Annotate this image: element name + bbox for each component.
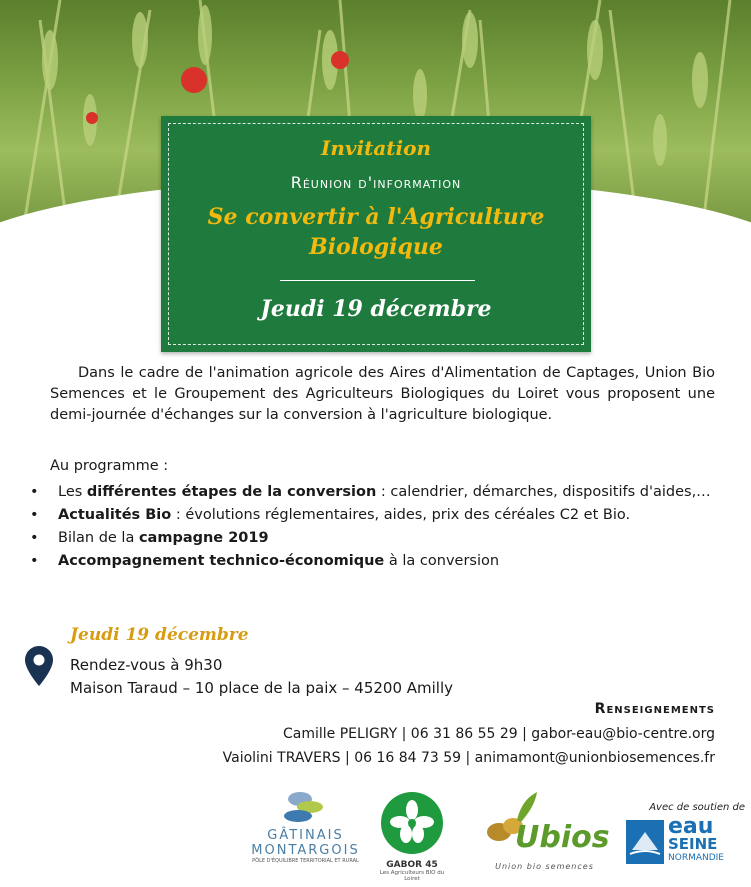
programme-item: • Actualités Bio : évolutions réglementaires, aides, prix des céréales C2 et Bio.: [30, 504, 715, 527]
contacts-title: Renseignements: [594, 701, 715, 717]
gatinais-line1: GÂTINAIS: [267, 828, 344, 843]
programme-item: • Accompagnement technico-économique à la conversion: [30, 550, 715, 573]
gatinais-line2: MONTARGOIS: [251, 843, 360, 858]
eau-line2: SEINE: [668, 835, 718, 853]
programme-title: Au programme :: [50, 458, 169, 474]
gatinais-logo: [248, 790, 363, 864]
gabor-logo: [372, 790, 452, 882]
ubios-logo: [477, 790, 612, 871]
eau-caption: Avec de soutien de: [649, 802, 745, 813]
eau-line1: eau: [668, 814, 714, 839]
ubios-tagline: Union bio semences: [495, 862, 594, 871]
event-date: Jeudi 19 décembre: [70, 625, 249, 645]
gabor-tagline: Les Agriculteurs BIO du Loiret: [379, 870, 445, 882]
programme-list: [30, 481, 715, 573]
event-details: [70, 654, 453, 700]
invitation-label: Invitation: [320, 136, 432, 160]
contacts-block: [223, 722, 715, 770]
meeting-subtitle: Réunion d'information: [290, 173, 462, 192]
ubios-name: Ubios: [515, 820, 610, 855]
location-pin-icon: [25, 646, 53, 690]
eau-logo: [620, 802, 745, 863]
gabor-flower-icon: [372, 790, 452, 856]
eau-line3: NORMANDIE: [668, 853, 724, 863]
gatinais-tagline: PÔLE D'ÉQUILIBRE TERRITORIAL ET RURAL: [252, 858, 359, 864]
event-time: Rendez-vous à 9h30: [70, 656, 223, 674]
eau-emblem-icon: [626, 820, 664, 864]
intro-paragraph: Dans le cadre de l'animation agricole des Aires d'Alimentation de Captages, Union Bio Semences et le Groupement des Agriculteurs Biologiques du Loiret vous proposent une demi-journée d'échanges sur la conversion à l'agriculture biologique.: [50, 365, 715, 423]
contact-line: Vaiolini TRAVERS | 06 16 84 73 59 | animamont@unionbiosemences.fr: [222, 750, 715, 766]
programme-item: • Bilan de la campagne 2019: [30, 527, 715, 550]
gatinais-emblem-icon: [248, 790, 363, 824]
event-title: Se convertir à l'Agriculture Biologique: [207, 204, 545, 260]
title-divider: [280, 280, 475, 281]
event-place: Maison Taraud – 10 place de la paix – 45200 Amilly: [70, 679, 454, 697]
programme-item: • Les différentes étapes de la conversion : calendrier, démarches, dispositifs d'aides,…: [30, 481, 715, 504]
gabor-name: GABOR 45: [386, 860, 438, 870]
title-banner: [161, 116, 591, 352]
contact-line: Camille PELIGRY | 06 31 86 55 29 | gabor-eau@bio-centre.org: [283, 726, 715, 742]
banner-date: Jeudi 19 décembre: [260, 296, 492, 322]
